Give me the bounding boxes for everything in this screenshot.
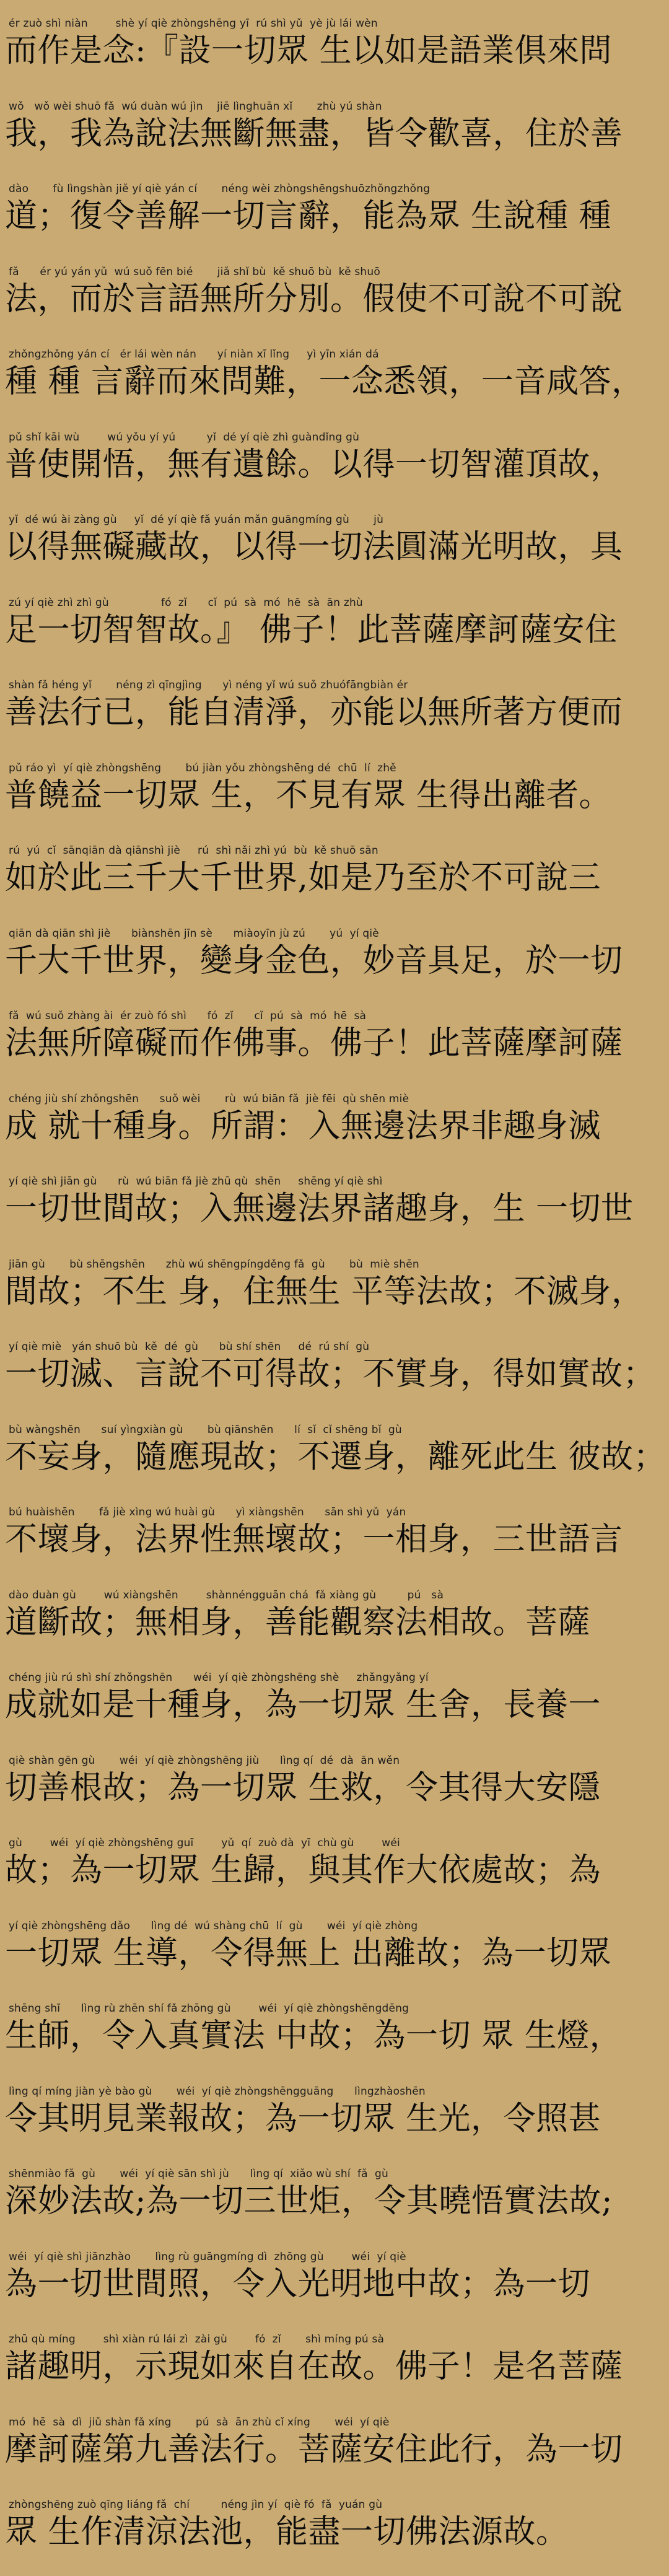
pinyin-annotation: shàn fǎ héng yǐ néng zì qīngjìng yì néng yǐ wú suǒ zhuófāngbiàn ér (9, 679, 408, 691)
chinese-text: 令其明見業報故；為一切眾 生光，令照甚 (5, 2100, 601, 2137)
pinyin-annotation: mó hē sà dì jiǔ shàn fǎ xíng pú sà ān zhù cǐ xíng wéi yí qiè (9, 2416, 390, 2429)
pinyin-annotation: pǔ shǐ kāi wù wú yǒu yí yú yǐ dé yí qiè zhì guàndǐng gù (9, 431, 360, 444)
text-line (0, 1325, 669, 1406)
text-line (0, 1986, 669, 2068)
text-line (0, 994, 669, 1076)
text-line (0, 1159, 669, 1241)
text-line (0, 2400, 669, 2482)
text-line (0, 250, 669, 331)
text-line (0, 167, 669, 248)
chinese-text: 而作是念:『設一切眾 生以如是語業俱來問 (5, 32, 613, 69)
text-line (0, 663, 669, 745)
chinese-text: 深妙法故;為一切三世炬，令其曉悟實法故; (5, 2183, 613, 2220)
pinyin-annotation: fǎ wú suǒ zhàng ài ér zuò fó shì fó zǐ cǐ pú sà mó hē sà (9, 1010, 367, 1022)
pinyin-annotation: yí qiè zhòngshēng dǎo lìng dé wú shàng chū lí gù wéi yí qiè zhòng (9, 1919, 418, 1932)
chinese-text: 一切滅、言說不可得故；不實身，得如實故； (5, 1356, 656, 1393)
text-line (0, 746, 669, 828)
text-line (0, 2152, 669, 2233)
text-line (0, 497, 669, 579)
chinese-text: 為一切世間照，令入光明地中故；為一切 (5, 2265, 591, 2303)
chinese-text: 如於此三千大千世界,如是乃至於不可說三 (5, 859, 601, 896)
text-line (0, 828, 669, 910)
text-line (0, 332, 669, 414)
pinyin-annotation: chéng jiù rú shì shí zhǒngshēn wéi yí qiè zhòngshēng shè zhǎngyǎng yí (9, 1671, 429, 1684)
pinyin-annotation: fǎ ér yú yán yǔ wú suǒ fēn bié jiǎ shǐ bù kě shuō bù kě shuō (9, 265, 380, 278)
chinese-text: 以得無礙藏故，以得一切法圓滿光明故，具 (5, 528, 623, 566)
chinese-text: 諸趣明，示現如來自在故。佛子！是名菩薩 (5, 2348, 623, 2385)
chinese-text: 摩訶薩第九善法行。菩薩安住此行，為一切 (5, 2430, 623, 2468)
pinyin-annotation: chéng jiù shí zhǒngshēn suǒ wèi rù wú biān fǎ jiè fēi qù shēn miè (9, 1092, 409, 1105)
pinyin-annotation: yí qiè miè yán shuō bù kě dé gù bù shí shēn dé rú shí gù (9, 1341, 370, 1353)
pinyin-annotation: yǐ dé wú ài zàng gù yǐ dé yí qiè fǎ yuán mǎn guāngmíng gù jù (9, 514, 384, 526)
text-line (0, 1077, 669, 1159)
chinese-text: 種 種 言辭而來問難，一念悉領，一音咸答， (5, 363, 644, 400)
chinese-text: 一切世間故；入無邊法界諸趣身，生 一切世 (5, 1190, 634, 1227)
pinyin-annotation: shēng shī lìng rù zhēn shí fǎ zhōng gù wéi yí qiè zhòngshēngdēng (9, 2002, 409, 2015)
text-line (0, 1, 669, 83)
text-line (0, 1408, 669, 1489)
text-line (0, 1738, 669, 1820)
pinyin-annotation: zú yí qiè zhì zhì gù fó zǐ cǐ pú sà mó hē sà ān zhù (9, 596, 363, 609)
chinese-text: 成就如是十種身，為一切眾 生舍，長養一 (5, 1686, 601, 1724)
pinyin-annotation: lìng qí míng jiàn yè bào gù wéi yí qiè zhòngshēngguāng lìngzhàoshēn (9, 2085, 426, 2098)
text-line (0, 1655, 669, 1737)
text-line (0, 415, 669, 497)
text-line (0, 2235, 669, 2316)
chinese-text: 法無所障礙而作佛事。佛子！此菩薩摩訶薩 (5, 1025, 623, 1062)
chinese-text: 我，我為說法無斷無盡，皆令歡喜，住於善 (5, 115, 623, 152)
text-line (0, 2317, 669, 2399)
text-line (0, 1821, 669, 1903)
pinyin-annotation: qiān dà qiān shì jiè biànshēn jīn sè miàoyīn jù zú yú yí qiè (9, 927, 379, 940)
chinese-text: 道斷故；無相身，善能觀察法相故。菩薩 (5, 1603, 591, 1641)
chinese-text: 不壞身，法界性無壞故；一相身，三世語言 (5, 1521, 623, 1558)
chinese-text: 一切眾 生導，令得無上 出離故；為一切眾 (5, 1934, 612, 1972)
chinese-text: 法，而於言語無所分別。假使不可說不可說 (5, 280, 623, 318)
text-line (0, 2482, 669, 2564)
pinyin-annotation: qiè shàn gēn gù wéi yí qiè zhòngshēng jiù lìng qí dé dà ān wěn (9, 1754, 400, 1767)
chinese-text: 普使開悟，無有遺餘。以得一切智灌頂故， (5, 445, 623, 483)
pinyin-annotation: bú huàishēn fǎ jiè xìng wú huài gù yì xiàngshēn sān shì yǔ yán (9, 1506, 406, 1518)
pinyin-annotation: zhū qù míng shì xiàn rú lái zì zài gù fó zǐ shì míng pú sà (9, 2333, 385, 2346)
chinese-text: 生師，令入真實法 中故；為一切 眾 生燈， (5, 2017, 623, 2054)
pinyin-annotation: yí qiè shì jiān gù rù wú biān fǎ jiè zhū qù shēn shēng yí qiè shì (9, 1175, 383, 1188)
pinyin-annotation: bù wàngshēn suí yìngxiàn gù bù qiānshēn lí sǐ cǐ shēng bǐ gù (9, 1423, 402, 1436)
pinyin-annotation: zhǒngzhǒng yán cí ér lái wèn nán yí niàn xī lǐng yì yīn xián dá (9, 348, 379, 361)
chinese-text: 間故；不生 身，住無生 平等法故；不滅身， (5, 1273, 644, 1310)
pinyin-annotation: zhòngshēng zuò qīng liáng fǎ chí néng jìn yí qiè fó fǎ yuán gù (9, 2499, 383, 2511)
pinyin-annotation: wéi yí qiè shì jiānzhào lìng rù guāngmíng dì zhōng gù wéi yí qiè (9, 2250, 406, 2263)
pinyin-annotation: ér zuò shì niàn shè yí qiè zhòngshēng yī rú shì yǔ yè jù lái wèn (9, 17, 378, 30)
text-line (0, 1904, 669, 1986)
chinese-text: 不妄身，隨應現故；不遷身，離死此生 彼故； (5, 1438, 667, 1476)
pinyin-annotation: shēnmiào fǎ gù wéi yí qiè sān shì jù lìng qí xiǎo wù shí fǎ gù (9, 2168, 388, 2180)
chinese-text: 成 就十種身。所謂：入無邊法界非趣身滅 (5, 1107, 601, 1145)
chinese-text: 道；復令善解一切言辭，能為眾 生說種 種 (5, 198, 612, 235)
text-line (0, 84, 669, 166)
text-line (0, 1242, 669, 1324)
chinese-text: 千大千世界，變身金色，妙音具足，於一切 (5, 942, 623, 979)
chinese-text: 善法行已，能自清淨，亦能以無所著方便而 (5, 694, 623, 731)
pinyin-annotation: jiān gù bù shēngshēn zhù wú shēngpíngděng fǎ gù bù miè shēn (9, 1258, 419, 1271)
pinyin-annotation: gù wéi yí qiè zhòngshēng guī yǔ qí zuò dà yī chù gù wéi (9, 1837, 400, 1849)
chinese-text: 足一切智智故。』 佛子！此菩薩摩訶薩安住 (5, 611, 618, 649)
text-line (0, 580, 669, 662)
text-line (0, 1573, 669, 1655)
chinese-text: 眾 生作清涼法池，能盡一切佛法源故。 (5, 2513, 569, 2551)
pinyin-annotation: dào duàn gù wú xiàngshēn shànnéngguān chá fǎ xiàng gù pú sà (9, 1588, 444, 1601)
chinese-text: 切善根故；為一切眾 生救，令其得大安隱 (5, 1769, 601, 1807)
text-line (0, 2069, 669, 2151)
chinese-text: 故；為一切眾 生歸，與其作大依處故；為 (5, 1852, 601, 1889)
pinyin-annotation: pǔ ráo yì yí qiè zhòngshēng bú jiàn yǒu zhòngshēng dé chū lí zhě (9, 761, 396, 774)
pinyin-annotation: dào fù lìngshàn jiě yí qiè yán cí néng wèi zhòngshēngshuōzhǒngzhǒng (9, 183, 431, 195)
chinese-text: 普饒益一切眾 生，不見有眾 生得出離者。 (5, 776, 612, 814)
pinyin-annotation: rú yú cǐ sānqiān dà qiānshì jiè rú shì nǎi zhì yú bù kě shuō sān (9, 844, 378, 857)
pinyin-annotation: wǒ wǒ wèi shuō fǎ wú duàn wú jìn jiē lìnghuān xǐ zhù yú shàn (9, 100, 382, 113)
text-line (0, 1490, 669, 1572)
text-line (0, 911, 669, 993)
